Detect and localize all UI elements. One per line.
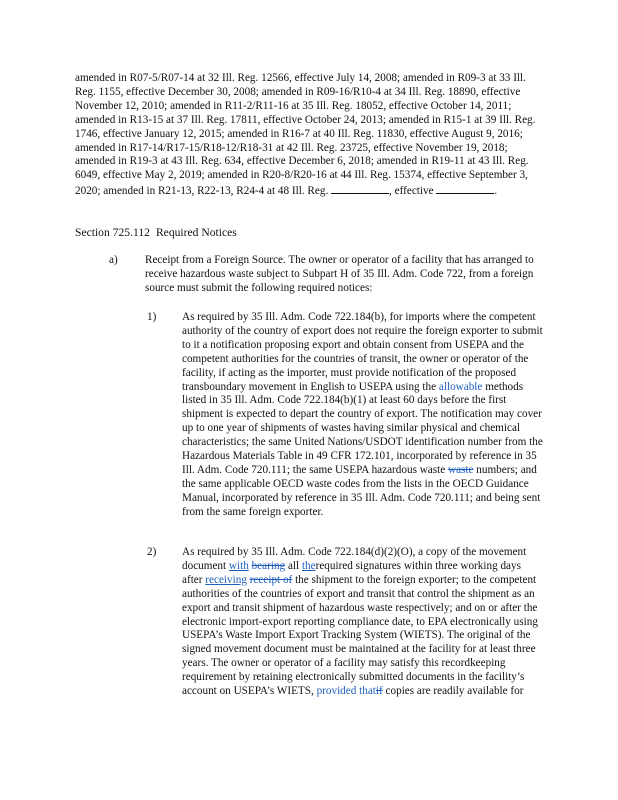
deleted-text: if <box>375 685 383 698</box>
inserted-text: allowable <box>438 380 483 393</box>
deleted-text: receipt of <box>249 573 293 586</box>
inserted-text: the <box>301 559 316 572</box>
deleted-text: waste <box>447 463 474 476</box>
para-a-label: a) <box>109 254 118 266</box>
section-heading <box>75 226 237 240</box>
item-2-label: 2) <box>147 546 157 558</box>
inserted-text: receiving <box>205 573 247 586</box>
section-number: Section 725.112 <box>75 226 150 239</box>
history-text: amended in R07-5/R07-14 at 32 Ill. Reg. 12566, effective July 14, 2008; amended in R09-3 at 33 Ill. Reg. 1155, effective December 30, 2008; amended in R09-16/R10-4 at 34 Ill. Reg. 18890, effective November 12, 2010; amended in R11-2/R11-16 at 35 Ill. Reg. 18052, effective October 14, 2011; amended in R13-15 at 37 Ill. Reg. 17811, effective October 24, 2013; amended in R15-1 at 39 Ill. Reg. 1746, effective January 12, 2015; amended in R16-7 at 40 Ill. Reg. 11830, effective August 9, 2016; amended in R17-14/R17-15/R18-12/R18-31 at 42 Ill. Reg. 23725, effective November 19, 2018; amended in R19-3 at 43 Ill. Reg. 634, effective December 6, 2018; amended in R19-11 at 43 Ill. Reg. 6049, effective May 2, 2019; amended in R20-8/R20-16 at 44 Ill. Reg. 15374, effective September 3, 2020; amended in R21-13, R22-13, R24-4 at 48 Ill. Reg. <box>75 72 536 198</box>
inserted-text: with <box>228 559 249 572</box>
item-2-text: As required by 35 Ill. Adm. Code 722.184(d)(2)(O), a copy of the movement document with bearing all therequired signatures within three working days after receiving receipt of the shipment to the foreign exporter; to the competent authorities of the countries of export and transit that control the shipment as an export and transit shipment of hazardous waste respectively; and on or after the electronic import-export reporting compliance date, to EPA electronically using USEPA’s Waste Import Export Tracking System (WIETS). The original of the signed movement document must be maintained at the facility for at least three years. The owner or operator of a facility may satisfy this recordkeeping requirement by retaining electronically submitted documents in the facility’s account on USEPA’s WIETS, provided thatif copies are readily available for <box>182 546 538 698</box>
blank-effective-date <box>436 183 494 194</box>
para-a-text: Receipt from a Foreign Source. The owner or operator of a facility that has arranged to receive hazardous waste subject to Subpart H of 35 Ill. Adm. Code 722, from a foreign source must submit the following required notices: <box>145 254 534 294</box>
history-note <box>75 72 545 199</box>
history-end: . <box>494 185 498 198</box>
item-1-label: 1) <box>147 311 157 323</box>
history-effective: , effective <box>389 185 434 198</box>
inserted-text: provided that <box>316 685 376 698</box>
section-title: Required Notices <box>155 226 237 239</box>
item-1-text: As required by 35 Ill. Adm. Code 722.184(b), for imports where the competent authority of the country of export does not require the foreign exporter to submit to it a notification proposing export and obtain consent from USEPA and the competent authorities for the countries of transit, the owner or operator of the facility, if acting as the importer, must provide notification of the proposed transboundary movement in English to USEPA using the allowable methods listed in 35 Ill. Adm. Code 722.184(b)(1) at least 60 days before the first shipment is expected to depart the country of export. The notification may cover up to one year of shipments of wastes having similar physical and chemical characteristics; the same United Nations/USDOT identification number from the Hazardous Materials Table in 49 CFR 172.101, incorporated by reference in 35 Ill. Adm. Code 720.111; the same USEPA hazardous waste waste numbers; and the same applicable OECD waste codes from the lists in the OECD Guidance Manual, incorporated by reference in 35 Ill. Adm. Code 720.111; and being sent from the same foreign exporter. <box>182 311 543 518</box>
blank-citation <box>331 183 389 194</box>
deleted-text: bearing <box>251 559 286 572</box>
